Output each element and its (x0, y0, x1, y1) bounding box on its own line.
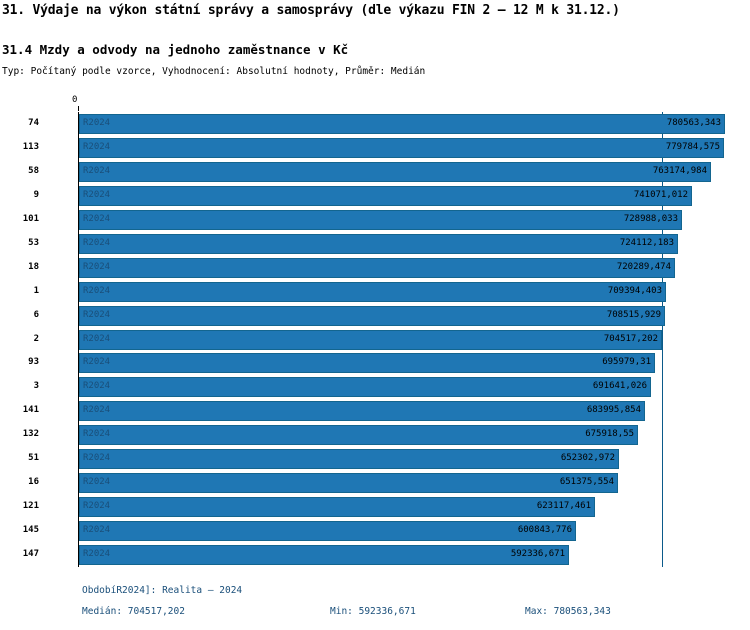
bar[interactable] (79, 162, 711, 182)
bar-period-label: R2024 (83, 262, 111, 272)
bar[interactable] (79, 473, 618, 493)
bar-value-label: 675918,55 (585, 429, 634, 439)
bar-period-label: R2024 (83, 525, 111, 535)
bar-period-label: R2024 (83, 166, 111, 176)
legend-min: Min: 592336,671 (330, 606, 416, 617)
bar-value-label: 780563,343 (666, 118, 721, 128)
legend-max: Max: 780563,343 (525, 606, 611, 617)
bar-value-label: 724112,183 (619, 238, 674, 248)
bar-category-label: 141 (22, 405, 39, 415)
bar-value-label: 709394,403 (607, 286, 662, 296)
bar-period-label: R2024 (83, 501, 111, 511)
bar-category-label: 93 (28, 357, 39, 367)
table-row (28, 114, 741, 134)
bar-category-label: 16 (28, 477, 39, 487)
table-row (22, 138, 741, 158)
table-row (33, 282, 741, 302)
bar-period-label: R2024 (83, 405, 111, 415)
bar-category-label: 101 (22, 214, 39, 224)
table-row (28, 162, 741, 182)
chart-legend (0, 585, 750, 625)
bar-value-label: 691641,026 (592, 381, 647, 391)
bar-period-label: R2024 (83, 286, 111, 296)
bar[interactable] (79, 497, 595, 517)
bar-period-label: R2024 (83, 429, 111, 439)
bar[interactable] (79, 282, 666, 302)
bar[interactable] (79, 114, 725, 134)
bar[interactable] (79, 258, 675, 278)
bar[interactable] (79, 425, 638, 445)
table-row (22, 545, 741, 565)
bar-category-label: 9 (33, 190, 39, 200)
bar-value-label: 695979,31 (602, 357, 651, 367)
bar-category-label: 53 (28, 238, 39, 248)
bar-period-label: R2024 (83, 381, 111, 391)
table-row (22, 497, 741, 517)
bar-period-label: R2024 (83, 142, 111, 152)
bar[interactable] (79, 234, 678, 254)
bar-category-label: 121 (22, 501, 39, 511)
bar-category-label: 113 (22, 142, 39, 152)
legend-period: ObdobíR2024]: Realita – 2024 (82, 585, 243, 596)
table-row (22, 210, 741, 230)
bar[interactable] (79, 138, 724, 158)
bar-category-label: 18 (28, 262, 39, 272)
bar-category-label: 58 (28, 166, 39, 176)
bar-category-label: 6 (33, 310, 39, 320)
bar-period-label: R2024 (83, 238, 111, 248)
bar[interactable] (79, 521, 576, 541)
bar-value-label: 763174,984 (652, 166, 707, 176)
bar-category-label: 147 (22, 549, 39, 559)
bar-period-label: R2024 (83, 477, 111, 487)
table-row (22, 521, 741, 541)
bar-category-label: 51 (28, 453, 39, 463)
page-title: 31. Výdaje na výkon státní správy a samosprávy (dle výkazu FIN 2 – 12 M k 31.12.) (2, 3, 620, 18)
bar-value-label: 652302,972 (560, 453, 615, 463)
bar[interactable] (79, 210, 682, 230)
bar-period-label: R2024 (83, 190, 111, 200)
bar-period-label: R2024 (83, 549, 111, 559)
x-axis-zero-tick (78, 106, 79, 111)
plot-area (22, 112, 740, 567)
table-row (22, 401, 741, 421)
bar-period-label: R2024 (83, 334, 111, 344)
table-row (22, 425, 741, 445)
bar[interactable] (79, 401, 645, 421)
table-row (28, 234, 741, 254)
bar-chart (0, 95, 750, 575)
bar-value-label: 741071,012 (633, 190, 688, 200)
bar-category-label: 132 (22, 429, 39, 439)
table-row (33, 330, 741, 350)
table-row (33, 377, 741, 397)
bar[interactable] (79, 186, 692, 206)
x-axis-zero-label: 0 (72, 95, 78, 105)
bar-period-label: R2024 (83, 118, 111, 128)
chart-settings-note: Typ: Počítaný podle vzorce, Vyhodnocení: Absolutní hodnoty, Průměr: Medián (2, 66, 426, 77)
table-row (28, 353, 741, 373)
bar[interactable] (79, 377, 651, 397)
bar[interactable] (79, 449, 619, 469)
table-row (28, 473, 741, 493)
bar-rows (22, 112, 740, 567)
legend-median: Medián: 704517,202 (82, 606, 185, 617)
bar-category-label: 3 (33, 381, 39, 391)
bar-period-label: R2024 (83, 357, 111, 367)
bar-value-label: 683995,854 (586, 405, 641, 415)
bar[interactable] (79, 306, 665, 326)
bar-value-label: 651375,554 (559, 477, 614, 487)
bar-value-label: 720289,474 (616, 262, 671, 272)
bar-category-label: 145 (22, 525, 39, 535)
bar-value-label: 623117,461 (536, 501, 591, 511)
bar-value-label: 708515,929 (606, 310, 661, 320)
bar-value-label: 728988,033 (623, 214, 678, 224)
bar-value-label: 600843,776 (517, 525, 572, 535)
bar-category-label: 1 (33, 286, 39, 296)
chart-subtitle: 31.4 Mzdy a odvody na jednoho zaměstnance v Kč (2, 42, 349, 57)
table-row (28, 258, 741, 278)
bar-category-label: 2 (33, 334, 39, 344)
bar-category-label: 74 (28, 118, 39, 128)
bar[interactable] (79, 330, 662, 350)
table-row (33, 186, 741, 206)
bar-value-label: 779784,575 (665, 142, 720, 152)
bar-period-label: R2024 (83, 214, 111, 224)
bar[interactable] (79, 545, 569, 565)
table-row (28, 449, 741, 469)
table-row (33, 306, 741, 326)
bar-period-label: R2024 (83, 310, 111, 320)
bar-value-label: 592336,671 (510, 549, 565, 559)
bar-period-label: R2024 (83, 453, 111, 463)
bar[interactable] (79, 353, 655, 373)
bar-value-label: 704517,202 (603, 334, 658, 344)
